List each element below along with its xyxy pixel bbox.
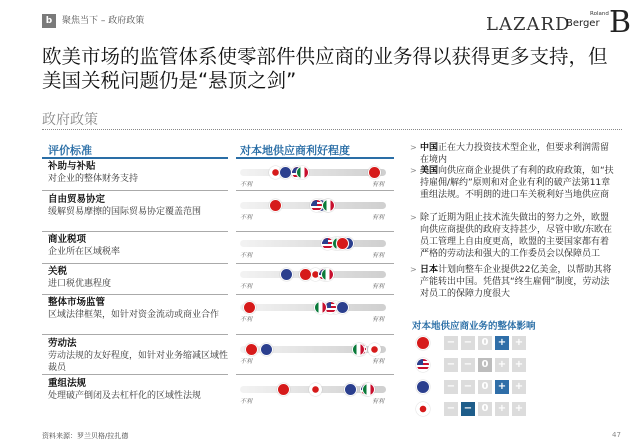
bullet-item — [410, 142, 616, 166]
criteria-header-line — [42, 157, 228, 159]
row-divider — [42, 334, 228, 335]
us-impact-flag — [416, 358, 430, 372]
label-favorable: 有利 — [372, 358, 385, 365]
criteria-title: 劳动法 — [48, 338, 77, 349]
label-unfavorable: 不利 — [240, 398, 253, 405]
logo-roland-text: Roland — [590, 11, 609, 17]
label-favorable: 有利 — [372, 252, 385, 259]
criteria-title: 关税 — [48, 266, 68, 277]
impact-cell: 0 — [478, 336, 492, 350]
roland-berger-logo — [566, 5, 632, 42]
bullet-country: 中国 — [420, 143, 439, 153]
label-unfavorable: 不利 — [240, 252, 253, 259]
bullet-text: 向供应商企业提供了有利的政府政策，如“扶持雇佣/解约”原则和对企业有利的破产法第11章重组法规。不明朗的进口车关税利好当地供应商 — [420, 166, 614, 200]
criteria-title: 整体市场监管 — [48, 297, 106, 308]
label-unfavorable: 不利 — [240, 214, 253, 221]
impact-cell: + — [512, 380, 526, 394]
impact-cell: 0 — [478, 402, 492, 416]
chart-row-divider — [236, 231, 394, 232]
impact-cell: − — [461, 402, 475, 416]
bullet-text: 计划向整车企业提供22亿美金，以帮助其将产能转出中国。凭借其“终生雇佣”制度，劳动法对员工的保障力度很大 — [420, 265, 612, 299]
chart-row-divider — [236, 334, 394, 335]
criteria-description: 处理破产倒闭及去杠杆化的区域性法规 — [48, 391, 202, 401]
criteria-description: 劳动法规的友好程度，如针对业务缩减区域性裁员 — [48, 351, 229, 373]
row-divider — [42, 263, 228, 264]
bullet-country: 美国 — [420, 166, 439, 176]
impact-cell: − — [444, 358, 458, 372]
chart-row-divider — [236, 294, 394, 295]
row-divider — [42, 294, 228, 295]
cn-flag-marker — [277, 383, 290, 396]
page-number: 47 — [612, 431, 621, 439]
favorability-track — [240, 169, 386, 176]
dotted-divider — [42, 129, 622, 130]
lazard-logo: LAZARD — [486, 14, 571, 35]
chart-header-line — [236, 157, 394, 159]
impact-cell: + — [512, 358, 526, 372]
mx-flag-marker — [352, 343, 365, 356]
label-unfavorable: 不利 — [240, 283, 253, 290]
bullet-item — [410, 165, 616, 201]
jp-flag-marker — [368, 343, 381, 356]
row-divider — [42, 190, 228, 191]
label-favorable: 有利 — [372, 316, 385, 323]
label-unfavorable: 不利 — [240, 316, 253, 323]
chart-row-divider — [236, 374, 394, 375]
bullet-arrow-icon: > — [410, 143, 417, 152]
logo-berger-text: Berger — [566, 18, 600, 29]
label-favorable: 有利 — [372, 283, 385, 290]
criteria-description: 企业所在区域税率 — [48, 247, 121, 257]
row-divider — [42, 374, 228, 375]
mx-flag-marker — [296, 166, 309, 179]
cn-flag-marker — [243, 301, 256, 314]
bullet-country: 日本 — [420, 265, 439, 275]
logo-b-glyph: B — [609, 5, 632, 40]
cn-flag-marker — [299, 268, 312, 281]
page-subtitle: 政府政策 — [42, 112, 98, 128]
jp-flag-marker — [309, 383, 322, 396]
chart-row-divider — [236, 190, 394, 191]
eu-flag-marker — [260, 343, 273, 356]
chart-row-divider — [236, 263, 394, 264]
impact-cell: + — [495, 358, 509, 372]
bullet-text: 除了近期为阻止技术流失做出的努力之外，欧盟向供应商提供的政府支持甚少，尽管中欧/东欧在员工管理上自由度更高，欧盟的主要国家都有着严格的劳动法和强大的工作委员会以保障员工 — [420, 213, 613, 259]
criteria-description: 缓解贸易摩擦的国际贸易协定覆盖范围 — [48, 207, 202, 217]
section-title: 聚焦当下 – 政府政策 — [62, 16, 145, 26]
impact-title: 对本地供应商业务的整体影响 — [412, 321, 536, 332]
impact-cell: − — [461, 358, 475, 372]
cn-flag-marker — [269, 199, 282, 212]
impact-cell: + — [512, 402, 526, 416]
label-favorable: 有利 — [372, 214, 385, 221]
cn-flag-marker — [245, 343, 258, 356]
jp-impact-flag — [416, 402, 430, 416]
page-title: 欧美市场的监管体系使零部件供应商的业务得以获得更多支持，但美国关税问题仍是“悬顶之剑” — [42, 45, 608, 92]
eu-flag-marker — [279, 166, 292, 179]
criteria-description: 进口税优惠程度 — [48, 279, 112, 289]
impact-cell: − — [461, 380, 475, 394]
eu-flag-marker — [336, 301, 349, 314]
impact-cell: − — [461, 336, 475, 350]
impact-cell: + — [512, 336, 526, 350]
label-favorable: 有利 — [372, 398, 385, 405]
bullet-arrow-icon: > — [410, 166, 417, 175]
criteria-title: 商业税项 — [48, 234, 87, 245]
bullet-arrow-icon: > — [410, 213, 417, 222]
label-unfavorable: 不利 — [240, 358, 253, 365]
criteria-title: 补助与补贴 — [48, 161, 96, 172]
favorability-track — [240, 304, 386, 311]
bullet-item — [410, 212, 616, 260]
criteria-title: 自由贸易协定 — [48, 194, 106, 205]
favorability-track — [240, 240, 386, 247]
impact-cell: + — [495, 402, 509, 416]
bullet-arrow-icon: > — [410, 265, 417, 274]
label-favorable: 有利 — [372, 181, 385, 188]
bullet-text: 正在大力投资技术型企业，但要求利润需留在境内 — [420, 143, 610, 165]
label-unfavorable: 不利 — [240, 181, 253, 188]
impact-cell: + — [495, 380, 509, 394]
mx-flag-marker — [362, 383, 375, 396]
eu-impact-flag — [416, 380, 430, 394]
impact-cell: 0 — [478, 358, 492, 372]
eu-flag-marker — [344, 383, 357, 396]
mx-flag-marker — [322, 199, 335, 212]
chart-header: 对本地供应商利好程度 — [240, 144, 350, 157]
cn-flag-marker — [368, 166, 381, 179]
criteria-header: 评价标准 — [48, 144, 92, 157]
impact-cell: − — [444, 380, 458, 394]
row-divider — [42, 231, 228, 232]
bullet-item — [410, 264, 616, 300]
criteria-title: 重组法规 — [48, 378, 87, 389]
eu-flag-marker — [280, 268, 293, 281]
mx-flag-marker — [321, 268, 334, 281]
source-note: 资料来源：罗兰贝格/拉扎德 — [42, 432, 129, 440]
impact-cell: 0 — [478, 380, 492, 394]
cn-impact-flag — [416, 336, 430, 350]
impact-cell: − — [444, 402, 458, 416]
impact-cell: + — [495, 336, 509, 350]
impact-cell: − — [444, 336, 458, 350]
criteria-description: 对企业的整体财务支持 — [48, 174, 139, 184]
criteria-description: 区域法律框架，如针对资金流动或商业合作 — [48, 310, 220, 320]
cn-flag-marker — [336, 237, 349, 250]
section-badge: b — [42, 14, 56, 28]
